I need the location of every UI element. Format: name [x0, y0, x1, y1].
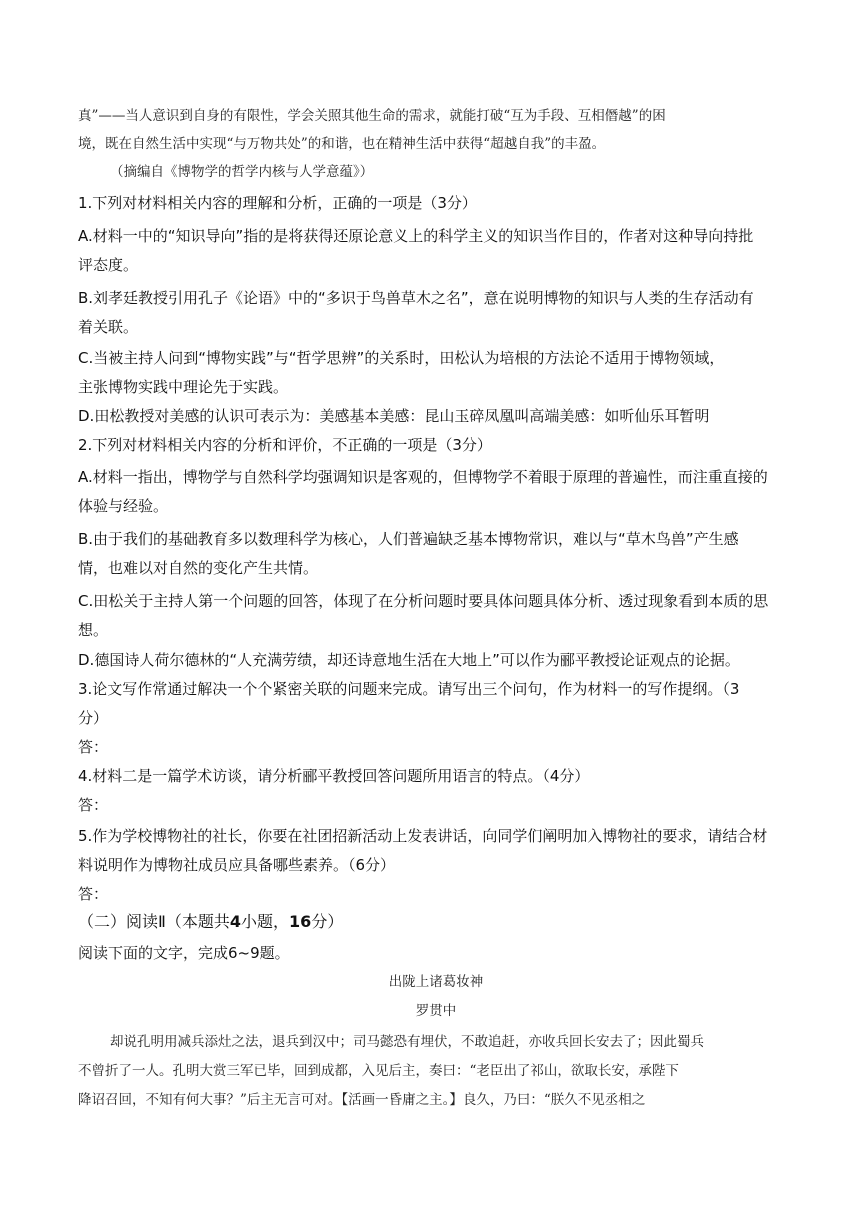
section-heading — [78, 912, 794, 932]
question-3-stem: 3.论文写作常通过解决一个个紧密关联的问题来完成。请写出三个问句，作为材料一的写作提纲。（3 — [78, 680, 740, 698]
question-2-option-a-cont: 体验与经验。 — [78, 497, 169, 515]
source-note: （摘编自《博物学的哲学内核与人学意蕴》） — [110, 164, 374, 180]
question-2-option-a: A.材料一指出，博物学与自然科学均强调知识是客观的，但博物学不着眼于原理的普遍性，而注重直接的 — [78, 468, 768, 486]
question-5-stem-cont: 料说明作为博物社成员应具备哪些素养。（6分） — [78, 856, 396, 874]
section-heading-prefix: （二）阅读Ⅱ（本题共 — [78, 912, 230, 931]
answer-label: 答： — [78, 885, 109, 903]
question-1-option-c: C.当被主持人问到“博物实践”与“哲学思辨”的关系时，田松认为培根的方法论不适用于博物领域， — [78, 349, 725, 367]
answer-label: 答： — [78, 738, 109, 756]
section-question-count: 4 — [229, 912, 242, 931]
question-1-option-d: D.田松教授对美感的认识可表示为：美感基本美感：昆山玉碎凤凰叫高端美感：如听仙乐耳暂明 — [78, 407, 710, 425]
question-1-option-c-cont: 主张博物实践中理论先于实践。 — [78, 378, 289, 396]
section-heading-mid: 小题， — [241, 912, 290, 931]
passage-line: 却说孔明用减兵添灶之法，退兵到汉中；司马懿恐有埋伏，不敢追赶，亦收兵回长安去了；因此蜀兵 — [110, 1034, 704, 1050]
passage-title: 出陇上诸葛妆神 — [388, 974, 484, 990]
material-text-line: 境，既在自然生活中实现“与万物共处”的和谐，也在精神生活中获得“超越自我”的丰盈。 — [78, 136, 606, 152]
question-5-stem: 5.作为学校博物社的社长，你要在社团招新活动上发表讲话，向同学们阐明加入博物社的要求，请结合材 — [78, 827, 768, 845]
reading-instruction: 阅读下面的文字，完成6~9题。 — [78, 944, 290, 962]
material-text-line: 真”——当人意识到自身的有限性，学会关照其他生命的需求，就能打破“互为手段、互相僭越”的困 — [78, 108, 666, 124]
question-2-option-b-cont: 情，也难以对自然的变化产生共情。 — [78, 559, 319, 577]
question-1-option-a-cont: 评态度。 — [78, 256, 139, 274]
question-4-stem: 4.材料二是一篇学术访谈，请分析郦平教授回答问题所用语言的特点。（4分） — [78, 767, 590, 785]
question-2-stem: 2.下列对材料相关内容的分析和评价，不正确的一项是（3分） — [78, 436, 492, 454]
passage-line: 不曾折了一人。孔明大赏三军已毕，回到成都，入见后主，奏曰：“老臣出了祁山，欲取长安，承陛下 — [78, 1063, 679, 1079]
question-1-option-a: A.材料一中的“知识导向”指的是将获得还原论意义上的科学主义的知识当作目的，作者对这种导向持批 — [78, 227, 754, 245]
question-2-option-b: B.由于我们的基础教育多以数理科学为核心，人们普遍缺乏基本博物常识，难以与“草木鸟兽”产生感 — [78, 530, 739, 548]
question-1-option-b: B.刘孝廷教授引用孔子《论语》中的“多识于鸟兽草木之名”，意在说明博物的知识与人类的生存活动有 — [78, 289, 754, 307]
question-1-stem: 1.下列对材料相关内容的理解和分析，正确的一项是（3分） — [78, 194, 477, 212]
section-heading-suffix: 分） — [311, 912, 344, 931]
question-3-stem-cont: 分） — [78, 709, 109, 727]
answer-label: 答： — [78, 796, 109, 814]
passage-line: 降诏召回，不知有何大事？”后主无言可对。【活画一昏庸之主。】良久，乃曰：“朕久不见丞相之 — [78, 1092, 646, 1108]
section-score: 16 — [289, 912, 312, 931]
passage-author: 罗贯中 — [415, 1003, 457, 1019]
question-2-option-d: D.德国诗人荷尔德林的“人充满劳绩，却还诗意地生活在大地上”可以作为郦平教授论证观点的论据。 — [78, 651, 740, 669]
question-2-option-c: C.田松关于主持人第一个问题的回答，体现了在分析问题时要具体问题具体分析、透过现象看到本质的思 — [78, 592, 769, 610]
question-2-option-c-cont: 想。 — [78, 621, 109, 639]
question-1-option-b-cont: 着关联。 — [78, 318, 139, 336]
